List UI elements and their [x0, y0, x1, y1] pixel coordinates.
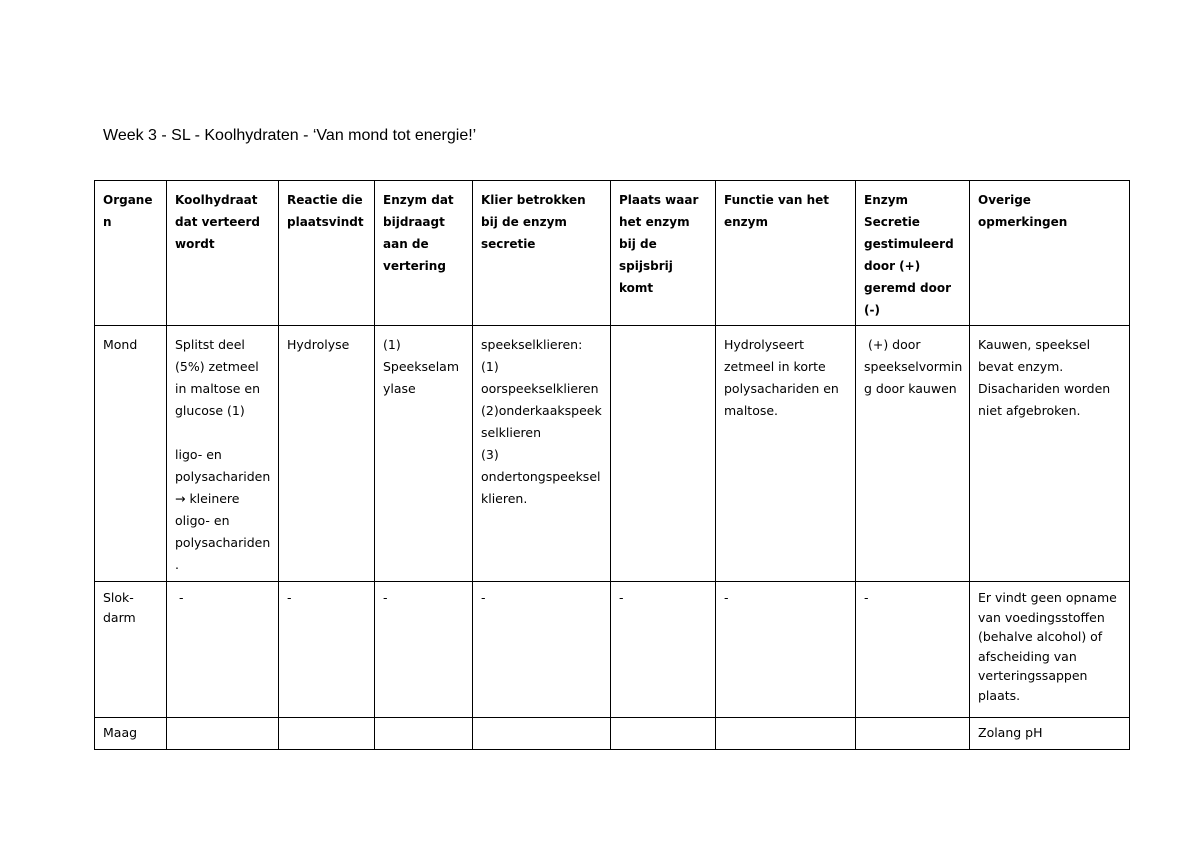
table-cell: speekselklieren: (1) oorspeekselklieren (2)onderkaakspeekselklieren (3) ondertongspeekselklieren. — [473, 326, 611, 582]
table-cell: - — [716, 582, 856, 718]
table-cell: - — [856, 582, 970, 718]
header-cell: Reactie die plaatsvindt — [279, 181, 375, 326]
header-cell: Enzym dat bijdraagt aan de vertering — [375, 181, 473, 326]
table-cell: - — [611, 582, 716, 718]
header-cell: Enzym Secretie gestimuleerd door (+) geremd door (-) — [856, 181, 970, 326]
table-cell — [375, 718, 473, 750]
table-cell — [611, 718, 716, 750]
table-row — [95, 326, 1130, 582]
header-cell: Koolhydraat dat verteerd wordt — [167, 181, 279, 326]
page-title: Week 3 - SL - Koolhydraten - ‘Van mond tot energie!’ — [103, 127, 477, 144]
table-cell: Hydrolyseert zetmeel in korte polysachariden en maltose. — [716, 326, 856, 582]
table-cell: (+) door speekselvorming door kauwen — [856, 326, 970, 582]
header-cell: Organen — [95, 181, 167, 326]
table-cell — [279, 718, 375, 750]
table-cell: Slok- darm — [95, 582, 167, 718]
table-cell — [856, 718, 970, 750]
table-cell — [716, 718, 856, 750]
table-cell: Mond — [95, 326, 167, 582]
digestion-table — [94, 180, 1130, 750]
table-cell: Zolang pH — [970, 718, 1130, 750]
table-cell: Kauwen, speeksel bevat enzym. Disachariden worden niet afgebroken. — [970, 326, 1130, 582]
table-cell: (1) Speekselamylase — [375, 326, 473, 582]
header-cell: Plaats waar het enzym bij de spijsbrij komt — [611, 181, 716, 326]
header-cell: Overige opmerkingen — [970, 181, 1130, 326]
table-cell: Er vindt geen opname van voedingsstoffen (behalve alcohol) of afscheiding van verteringssappen plaats. — [970, 582, 1130, 718]
table-cell: Splitst deel (5%) zetmeel in maltose en glucose (1) ligo- en polysachariden → kleinere oligo- en polysachariden. — [167, 326, 279, 582]
header-cell: Klier betrokken bij de enzym secretie — [473, 181, 611, 326]
table-header-row — [95, 181, 1130, 326]
table-row — [95, 582, 1130, 718]
table-cell: - — [167, 582, 279, 718]
table-row — [95, 718, 1130, 750]
header-cell: Functie van het enzym — [716, 181, 856, 326]
table-cell: - — [375, 582, 473, 718]
table-cell: - — [279, 582, 375, 718]
table-cell — [473, 718, 611, 750]
table-cell: - — [473, 582, 611, 718]
table-cell — [167, 718, 279, 750]
table-cell — [611, 326, 716, 582]
table-cell: Hydrolyse — [279, 326, 375, 582]
table-cell: Maag — [95, 718, 167, 750]
